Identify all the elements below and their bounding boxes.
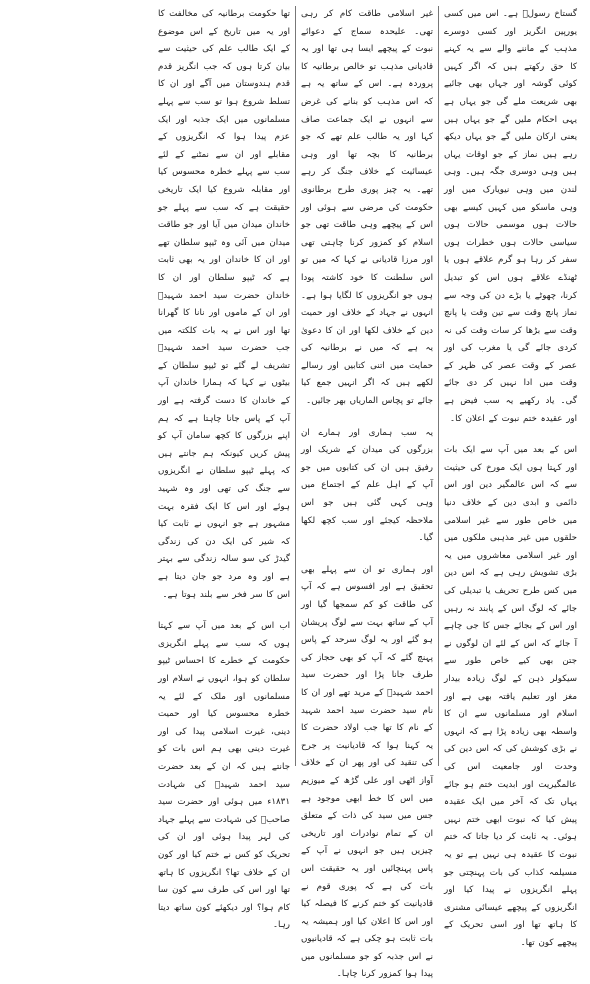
paragraph: اس کے بعد میں آپ سے ایک بات اور کہتا ہوں ایک مورخ کی حیثیت سے کہ اس عالمگیر دین اور اس دائمی و ابدی دین کے خلاف دنیا میں خاص طور سے غیر اسلامی حلقوں میں غیر مذہبی ملکوں میں اور غیر اسلامی معاشروں میں یہ بڑی تشویش رہی ہے کہ اس دین میں کس طرح تحریف یا تبدیلی کی جائے کہ لوگ اس کے پابند نہ رہیں اور اس کے بجائے جس کا جی چاہے آ جائے کہ اس کے لئے ان لوگوں نے جتن بھی کیے خاص طور سے سیکولر ذہن کے لوگ زیادہ بیدار مغز اور تعلیم یافتہ بھی ہے اور اسلام اور مسلمانوں سے ان کا واسطہ بھی زیادہ پڑا ہے کہ انہوں نے بڑی کوشش کی کہ اس دین کی وحدت اور جامعیت اس کی عالمگیریت اور ابدیت ختم ہو جائے یہاں تک کہ آخر میں ایک عقیدہ پیش کیا کہ نبوت ابھی ختم نہیں ہوئی۔ یہ ثابت کر دیا جاتا کہ ختم نبوت کا عقیدہ ہی نہیں ہے تو یہ مسیلمہ کذاب کی بات پہنچتی جو پہلے انگریزوں نے پیدا کیا اور انگریزوں کے پیچھے عیسائی مشنری کا ہاتھ تھا اور اسی تحریک کے پیچھے کون تھا۔: [444, 445, 577, 948]
paragraph: اب اس کے بعد میں آپ سے کہتا ہوں کہ سب سے پہلے انگریزی حکومت کے خطرے کا احساس ٹیپو سلطان کو ہوا، انہوں نے اسلام اور مسلمانوں اور ملک کے لئے یہ خطرہ محسوس کیا اور حمیت دینی، غیرت اسلامی پیدا کی اور غیرت دینی بھی ہم اس بات کو جانتے ہیں کہ ان کے بعد حضرت سید احمد شہیدؒ کی شہادت ۱۸۳۱ء میں ہوئی اور حضرت سید صاحبؒ کی شہادت سے پہلے جہاد کی لہر پیدا ہوئی اور ان کی تحریک کو کس نے ختم کیا اور کون ان کے خلاف تھا؟ انگریزوں کا ہاتھ تھا اور اس کی طرف سے کون سا کام ہوا؟ اور دیکھئے کون ساتھ دیتا رہا۔: [158, 621, 290, 931]
paragraph: گستاخ رسولؐ ہے۔ اس میں کسی یورپین انگریز اور کسی دوسرے مذہب کے ماننے والے سے یہ کہنے کا حق رکھتے ہیں کہ اگر کہیں کوئی گوشہ اور جہاں بھی جائیے بھی شریعت ملے گی جو یہاں ہے یہی احکام ملیں گے جو یہاں ہیں یعنی ارکان ملیں گے جو یہاں دیکھ رہے ہیں نماز کے جو اوقات یہاں ہیں وہی دوسری جگہ ہیں۔ وہی لندن میں وہی نیویارک میں اور وہی ماسکو میں کہیں کیسے بھی حالات ہوں موسمی حالات ہوں سیاسی حالات ہوں خطرات ہوں سفر کر رہا ہو گرم علاقے ہوں یا ٹھنڈے علاقے ہوں اس کو تبدیل کرنا، چھوٹے یا بڑے دن کی وجہ سے نماز پانچ وقت سے تین وقت یا پانچ وقت سے بڑھا کر سات وقت کی نہ کردی جائے گی یا مغرب کی اور عصر کے وقت عصر کی ظہر کے وقت میں ادا نہیں کر دی جائے گی۔ یاد رکھیے یہ سب فیض ہے اور عقیدہ ختم نبوت کے اعلان کا۔: [444, 9, 577, 424]
paragraph: یہ سب ہماری اور ہمارے ان بزرگوں کی میدان کے شریک اور رفیق ہیں ان کی کتابوں میں جو آپ کے اہل علم کے اجتماع میں وہی کہی گئی ہیں جو اس ملاحظہ کیجئے اور سب کچھ لکھا گیا۔: [301, 427, 433, 544]
paragraph: تھا حکومت برطانیہ کی مخالفت کا اور یہ میں تاریخ کے اس موضوع کے ایک طالب علم کی حیثیت سے بیان کرتا ہوں کہ جب انگریز قدم قدم ہندوستان میں آگے اور ان کا تسلط شروع ہوا تو سب سے پہلے مسلمانوں میں ایک جذبہ اور ایک عزم پیدا ہوا کہ انگریزوں کے مقابلے اور ان سے نمٹنے کے لئے سب سے پہلے خطرہ محسوس کیا اور مقابلہ شروع کیا ایک تاریخی حقیقت ہے کہ سب سے پہلے جو خاندان میدان میں آیا اور جو طاقت میدان میں آئی وہ ٹیپو سلطان تھے اور ان کا خاندان اور یہ بھی ثابت ہے کہ ٹیپو سلطان اور ان کا خاندان حضرت سید احمد شہیدؒ اور ان کے ماموں اور نانا کا گھرانا تھا اور اس نے یہ بات کلکتہ میں جب حضرت سید احمد شہیدؒ تشریف لے گئے تو ٹیپو سلطان کے بیٹوں نے کہا کہ ہمارا خاندان آپ کے خاندان کا دست گرفتہ ہے اور آپ کے پاس جانا چاہتا ہے کہ ہم اپنے بزرگوں کا کچھ سامان آپ کو پیش کریں کیونکہ ہم جانتے ہیں کہ پہلے ٹیپو سلطان نے انگریزوں سے جنگ کی تھی اور وہ شہید ہوئے اور اس کا ایک فقرہ بہت مشہور ہے جو انہوں نے ثابت کیا کہ شیر کی ایک دن کی زندگی گیدڑ کی سو سالہ زندگی سے بہتر ہے اور وہ مرد جو جان دیتا ہے اس کا سر فخر سے بلند ہوتا ہے۔: [158, 9, 290, 600]
column-left: [153, 6, 296, 931]
paragraph: غیر اسلامی طاقت کام کر رہی تھی۔ علیحدہ سماج کے دعوائے نبوت کے پیچھے ایسا ہی تھا اور یہ قادیانی مذہب تو خالص برطانیہ کا پروردہ ہے۔ اس کے ساتھ یہ ہے کہ اس مذہب کو بنانے کی غرض سے انہوں نے ایک جماعت صاف کہا اور یہ طالب علم تھے کہ جو برطانیہ کا بچہ تھا اور وہی عیسائیت کے خلاف جنگ کر رہے تھے۔ یہ چیز پوری طرح برطانوی حکومت کی مرضی سے ہوئی اور اس کے پیچھے وہی طاقت تھی جو اسلام کو کمزور کرنا چاہتی تھی اور مرزا قادیانی نے کہا کہ میں تو اس سلطنت کا خود کاشتہ پودا ہوں جو انگریزوں کا لگایا ہوا ہے۔ انہوں نے جہاد کے خلاف اور حمیت دین کے خلاف لکھا اور ان کا دعویٰ یہ ہے کہ میں نے برطانیہ کی حمایت میں اتنی کتابیں اور رسالے لکھے ہیں کہ اگر انہیں جمع کیا جائے تو پچاس الماریاں بھر جائیں۔: [301, 9, 433, 407]
column-right: [439, 6, 582, 948]
paragraph: اور ہماری تو ان سے پہلے بھی تحقیق ہے اور افسوس ہے کہ آپ کی طاقت کو کم سمجھا گیا اور آپ کے ساتھ بہت سے لوگ پریشان ہو گئے اور یہ لوگ سرحد کے پاس پہنچ گئے کہ آپ کو بھی حجاز کی طرف جانا پڑا اور حضرت سید احمد شہیدؒ کے مرید تھے اور ان کا نام سید حضرت سید احمد شہید کے نام کا تھا جب اولاد حضرت کا یہ کہنا ہوا کہ قادیانیت پر جرح کی تنقید کی اور پھر ان کے خلاف آواز اٹھی اور علی گڑھ کے میوزیم میں اس کا خط ابھی موجود ہے جس میں سید کی ذات کے متعلق ان کے تمام نوادرات اور تاریخی چیزیں ہیں جو انہوں نے آپ کے پاس پہنچائیں اور یہ حقیقت اس بات کی ہے کہ پوری قوم نے قادیانیت کو ختم کرنے کا فیصلہ کیا اور اس کا اعلان کیا اور ہمیشہ یہ بات ثابت ہو چکی ہے کہ قادیانیوں نے اس جذبہ کو جو مسلمانوں میں پیدا ہوا کمزور کرنا چاہا۔: [300, 564, 433, 980]
column-middle: [296, 6, 439, 980]
newspaper-page: [8, 6, 582, 980]
